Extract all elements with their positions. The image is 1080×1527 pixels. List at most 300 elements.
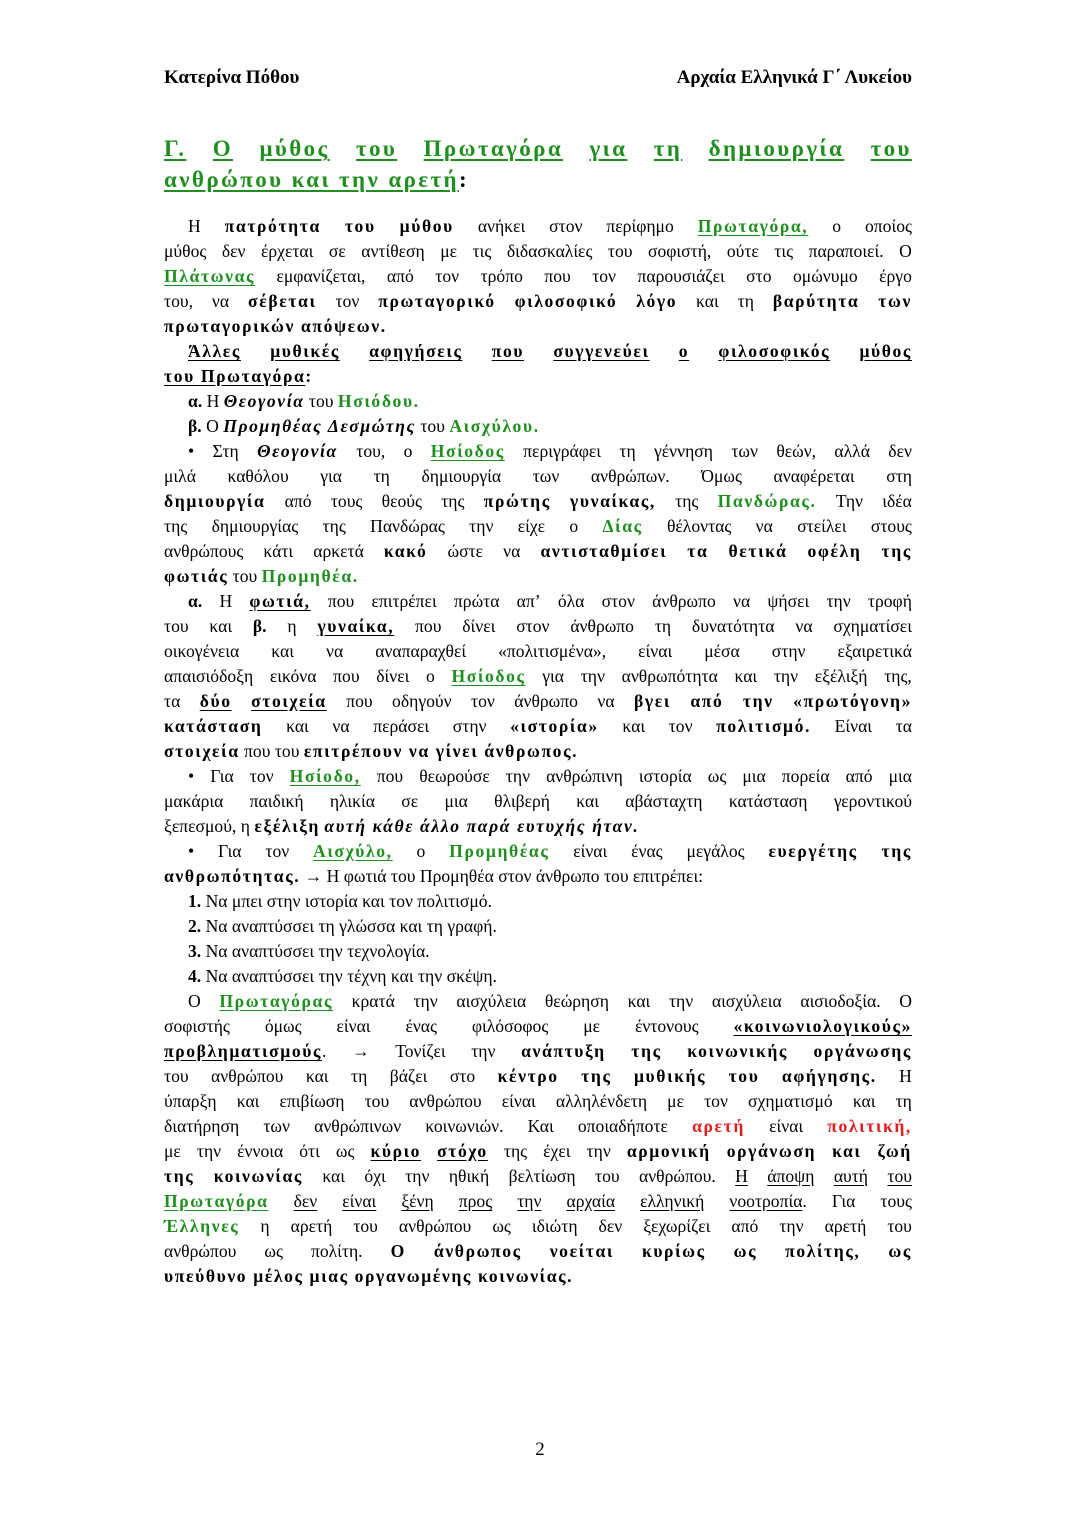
text-run: πατρότητα — [224, 216, 321, 236]
text-run: • — [188, 841, 195, 861]
text-word — [507, 239, 593, 264]
text-line — [164, 914, 912, 939]
text-run: την — [517, 1191, 542, 1211]
text-line — [164, 1264, 912, 1289]
text-run: του — [228, 566, 262, 586]
text-run: είναι — [573, 841, 608, 861]
text-run: : — [305, 366, 312, 386]
text-run: που — [346, 691, 373, 711]
text-run: αισχύλεια — [456, 991, 527, 1011]
document-body — [164, 214, 912, 1289]
text-word — [164, 489, 265, 514]
text-run: Η — [188, 216, 201, 236]
text-line — [164, 889, 912, 914]
text-word — [164, 1014, 230, 1039]
text-run: 4. — [188, 966, 202, 986]
text-word — [514, 689, 578, 714]
text-word — [521, 1039, 606, 1064]
text-word — [543, 1139, 570, 1164]
text-word — [570, 614, 634, 639]
text-run: κάτι — [263, 541, 294, 561]
text-run: • — [188, 441, 195, 461]
text-run: πολίτη. — [310, 1241, 363, 1261]
text-word — [401, 1189, 433, 1214]
text-word — [370, 514, 445, 539]
text-word — [729, 789, 808, 814]
text-run: ένας — [405, 1016, 437, 1036]
text-run: απαισιόδοξη — [164, 666, 254, 686]
text-word — [731, 1214, 758, 1239]
text-word — [880, 1189, 912, 1214]
text-word — [550, 1239, 614, 1264]
text-run: γεροντικού — [833, 791, 912, 811]
text-run: στείλει — [797, 516, 847, 536]
text-run: ανθρωπότητας. — [164, 866, 301, 886]
text-word — [285, 489, 312, 514]
text-line — [164, 289, 912, 314]
text-word — [884, 664, 912, 689]
text-word — [337, 1014, 371, 1039]
text-word — [351, 1064, 367, 1089]
text-run: αισχύλεια — [711, 991, 782, 1011]
text-run: σοφιστή, — [648, 241, 712, 261]
text-run: φιλοσοφικό — [514, 291, 618, 311]
text-run: αφηγήσεις — [369, 341, 463, 361]
text-word — [833, 614, 912, 639]
text-word — [188, 989, 201, 1014]
text-run: κοινωνικής — [687, 1041, 788, 1061]
text-run: της — [164, 1166, 195, 1186]
text-word — [652, 589, 716, 614]
text-run: τον — [435, 266, 460, 286]
text-run: «ιστορία» — [510, 716, 599, 736]
text-run: οικογένεια — [164, 641, 240, 661]
text-run: και — [622, 716, 646, 736]
text-word — [779, 1214, 803, 1239]
text-run: μέσα — [704, 641, 740, 661]
text-word — [727, 1139, 816, 1164]
highlight-name: Ησίοδος — [451, 666, 526, 686]
text-run: είναι — [501, 1091, 536, 1111]
text-word — [756, 514, 773, 539]
text-run: ανάπτυξη — [521, 1041, 606, 1061]
text-run: για — [542, 666, 564, 686]
text-word — [625, 789, 702, 814]
text-word — [322, 1164, 345, 1189]
text-word — [553, 339, 649, 364]
text-word — [276, 264, 365, 289]
text-word — [188, 589, 202, 614]
text-run: στοιχεία — [164, 741, 240, 761]
text-run: είναι — [342, 1191, 377, 1211]
text-word — [250, 789, 304, 814]
text-word — [782, 764, 830, 789]
text-line — [164, 964, 912, 989]
text-run: όλα — [557, 591, 585, 611]
text-run: μύθος — [859, 341, 912, 361]
text-run: κρατά — [351, 991, 395, 1011]
text-word — [237, 1139, 283, 1164]
text-word — [188, 214, 201, 239]
text-run: α. — [188, 391, 203, 411]
text-run: εμφανίζεται, — [276, 266, 366, 286]
text-word — [219, 989, 333, 1014]
text-word — [868, 589, 912, 614]
text-run: είναι — [769, 1116, 804, 1136]
text-word — [540, 539, 667, 564]
text-run: ώστε — [447, 541, 484, 561]
heading-word: Ο — [212, 136, 234, 161]
text-run: του, — [164, 291, 193, 311]
text-word — [280, 1089, 345, 1114]
text-word — [164, 239, 206, 264]
text-word — [838, 639, 912, 664]
text-line — [164, 389, 912, 414]
highlight-name: Αισχύλο, — [313, 841, 393, 861]
text-run: Ο — [899, 991, 912, 1011]
text-run: θεώρηση — [544, 991, 609, 1011]
text-run: ούτε — [726, 241, 759, 261]
text-word — [251, 689, 327, 714]
text-word — [738, 289, 754, 314]
text-run: στο — [746, 266, 772, 286]
text-word — [642, 1239, 706, 1264]
text-word — [353, 1214, 378, 1239]
text-word — [265, 1014, 302, 1039]
text-run: στους — [870, 516, 912, 536]
text-word — [452, 664, 526, 689]
text-word — [502, 1089, 536, 1114]
text-run: να — [755, 516, 773, 536]
text-word — [441, 489, 464, 514]
text-run: ανθρώπου — [164, 1241, 237, 1261]
text-word — [188, 339, 241, 364]
text-run: αρχαία — [566, 1191, 616, 1211]
text-word — [164, 1039, 326, 1064]
text-word — [459, 1189, 492, 1214]
text-run: από — [690, 691, 724, 711]
text-run: οδηγούν — [392, 691, 452, 711]
text-line — [164, 489, 912, 514]
text-word — [188, 839, 194, 864]
text-run: σε — [401, 791, 419, 811]
text-word — [815, 664, 868, 689]
text-word — [686, 839, 744, 864]
text-line — [164, 439, 912, 464]
text-word — [558, 589, 585, 614]
text-word — [263, 539, 293, 564]
text-word — [882, 489, 912, 514]
text-word — [517, 589, 541, 614]
text-word — [570, 489, 656, 514]
text-word — [587, 1139, 611, 1164]
text-run: στον — [549, 216, 583, 236]
text-word — [484, 489, 551, 514]
text-word — [769, 1114, 803, 1139]
header-course: Αρχαία Ελληνικά Γ΄ Λυκείου — [676, 67, 912, 88]
text-word — [330, 789, 375, 814]
text-word — [228, 464, 289, 489]
highlight-name: Πρωταγόρα, — [697, 216, 809, 236]
text-run: 3. — [188, 941, 202, 961]
text-run: ο — [403, 441, 413, 461]
text-word — [405, 1014, 437, 1039]
text-word — [631, 1039, 661, 1064]
text-run: τροφή — [867, 591, 912, 611]
text-run: συγγενεύει — [553, 341, 650, 361]
text-line — [164, 364, 912, 389]
text-word — [768, 839, 857, 864]
text-run: άνθρωπος — [433, 1241, 522, 1261]
text-word — [669, 989, 693, 1014]
text-word — [164, 1114, 239, 1139]
text-run: που — [333, 666, 360, 686]
text-run: η — [287, 616, 297, 636]
text-run: βαρύτητα — [772, 291, 860, 311]
text-word — [444, 789, 467, 814]
text-run: μια — [888, 766, 912, 786]
header-author: Κατερίνα Πόθου — [164, 67, 300, 88]
text-word — [400, 214, 454, 239]
text-word — [878, 1139, 912, 1164]
text-run: β. — [188, 416, 202, 436]
text-run: βγει — [634, 691, 671, 711]
text-word — [419, 764, 490, 789]
text-run: του — [728, 1066, 760, 1086]
text-word — [899, 1064, 912, 1089]
text-run: Για — [210, 766, 234, 786]
text-run: τον — [668, 716, 693, 736]
text-run: που — [491, 341, 525, 361]
text-run: αβάσταχτη — [625, 791, 703, 811]
text-run: κέντρο — [497, 1066, 559, 1086]
text-run: φιλόσοφος — [471, 1016, 549, 1036]
text-run: θετικά — [728, 541, 788, 561]
text-word — [573, 839, 607, 864]
text-word — [716, 714, 811, 739]
text-line — [164, 1014, 912, 1039]
text-run: στον — [516, 616, 550, 636]
text-run: κακό — [383, 541, 428, 561]
text-run: Η — [202, 391, 224, 411]
text-run: οποίος — [865, 216, 912, 236]
text-word — [164, 514, 187, 539]
text-run: δυνατότητα — [691, 616, 775, 636]
text-word — [331, 489, 363, 514]
text-word — [290, 764, 361, 789]
highlight-name: Προμηθέα. — [261, 566, 359, 586]
text-word — [774, 464, 855, 489]
text-word — [896, 1089, 912, 1114]
text-run: αρμονική — [626, 1141, 711, 1161]
text-run: την — [826, 591, 851, 611]
text-run: κυρίως — [641, 1241, 706, 1261]
text-word — [425, 1114, 503, 1139]
text-word — [882, 839, 912, 864]
text-word — [492, 1214, 511, 1239]
text-run: τους — [330, 491, 363, 511]
text-run: τον — [592, 266, 617, 286]
text-word — [518, 514, 545, 539]
text-run: μυθικές — [270, 341, 340, 361]
text-line — [164, 814, 912, 839]
text-word — [878, 289, 912, 314]
text-run: του — [595, 1166, 620, 1186]
text-line — [164, 739, 912, 764]
text-word — [639, 1164, 716, 1189]
text-run: άποψη — [767, 1166, 815, 1186]
text-word — [774, 239, 793, 264]
highlight-name: Ησίοδος — [430, 441, 505, 461]
text-word — [472, 1014, 548, 1039]
text-word — [742, 764, 765, 789]
text-run: με — [440, 241, 458, 261]
text-run: τους — [880, 1191, 912, 1211]
text-run: μύθου — [399, 216, 454, 236]
text-run: περάσει — [373, 716, 430, 736]
text-word — [889, 764, 912, 789]
text-line — [164, 1064, 912, 1089]
text-run: ξεχωρίζει — [643, 1216, 711, 1236]
text-run: που — [544, 266, 571, 286]
heading-word: για — [589, 136, 628, 161]
text-run: την — [773, 666, 799, 686]
text-run: πρώτα — [453, 591, 500, 611]
text-word — [291, 1214, 333, 1239]
text-run: από — [386, 266, 414, 286]
text-run: που — [327, 591, 355, 611]
text-run: τη — [654, 616, 672, 636]
text-word — [795, 614, 812, 639]
text-word — [735, 664, 758, 689]
text-word — [708, 764, 727, 789]
text-word — [859, 339, 912, 364]
text-word — [314, 1114, 401, 1139]
text-word — [492, 339, 524, 364]
text-word — [320, 464, 342, 489]
text-word — [728, 539, 787, 564]
text-word — [364, 1164, 385, 1189]
text-word — [437, 1139, 488, 1164]
text-run: να — [733, 591, 751, 611]
text-word — [887, 1214, 912, 1239]
text-word — [218, 839, 242, 864]
text-word — [197, 1139, 221, 1164]
text-run: άνθρωπο — [514, 691, 578, 711]
text-run: των — [532, 466, 560, 486]
text-word — [164, 289, 193, 314]
text-run: τα — [895, 716, 912, 736]
text-word — [718, 489, 817, 514]
text-word — [597, 689, 614, 714]
text-word — [261, 239, 313, 264]
text-run: θεωρούσε — [419, 766, 490, 786]
text-word — [637, 264, 724, 289]
text-run: «πολιτισμένα», — [498, 641, 607, 661]
text-word — [506, 764, 530, 789]
highlight-name: Προμηθέας — [449, 841, 550, 861]
text-run: την — [469, 516, 494, 536]
text-word — [257, 439, 338, 464]
text-word — [690, 689, 723, 714]
text-run: η — [260, 1216, 270, 1236]
text-run: πρώτης — [483, 491, 551, 511]
text-word — [313, 539, 364, 564]
text-run: αρκετά — [313, 541, 364, 561]
text-line — [164, 1164, 912, 1189]
text-run: την — [471, 1041, 496, 1061]
section-heading — [164, 133, 912, 195]
text-word — [704, 1089, 728, 1114]
text-word — [603, 514, 643, 539]
text-run: της — [881, 841, 912, 861]
highlight-name: Πρωταγόρα — [164, 1191, 269, 1211]
text-run: κοινωνίας — [213, 1166, 303, 1186]
text-run: Τονίζει — [395, 1041, 446, 1061]
text-word — [899, 239, 912, 264]
text-line — [164, 564, 912, 589]
text-word — [888, 439, 912, 464]
text-run: παραποιεί. — [808, 241, 884, 261]
text-word — [731, 439, 758, 464]
text-word — [510, 714, 599, 739]
highlight-name: Αισχύλου. — [449, 416, 540, 436]
text-word — [542, 664, 564, 689]
text-word — [746, 264, 771, 289]
text-line — [164, 264, 912, 289]
text-word — [448, 539, 484, 564]
text-word — [634, 689, 671, 714]
highlight-name: Ησιόδου. — [337, 391, 420, 411]
text-word — [265, 839, 289, 864]
text-word — [773, 289, 859, 314]
text-run: κύριο — [370, 1141, 422, 1161]
text-run: την — [405, 1166, 430, 1186]
text-word — [401, 789, 418, 814]
text-run: των — [731, 441, 758, 461]
text-word — [767, 589, 809, 614]
text-word — [306, 1064, 329, 1089]
text-run: β. — [252, 616, 267, 636]
text-word — [287, 614, 296, 639]
text-line — [164, 714, 912, 739]
text-run: υπεύθυνο μέλος μιας οργανωμένης κοινωνίας. — [164, 1266, 574, 1286]
text-run: παιδική — [249, 791, 304, 811]
text-word — [622, 714, 645, 739]
text-run: από — [845, 766, 873, 786]
highlight-name: Πανδώρας. — [717, 491, 817, 511]
text-run: ανθρώπου. — [639, 1166, 716, 1186]
text-run: με — [583, 1016, 601, 1036]
text-run: είναι — [336, 1016, 371, 1036]
text-word — [696, 289, 719, 314]
text-run: όμως — [264, 1016, 302, 1036]
text-line — [164, 239, 912, 264]
text-word — [636, 289, 677, 314]
text-run: να — [503, 541, 521, 561]
text-word — [648, 239, 711, 264]
text-run: και — [286, 716, 309, 736]
text-word — [415, 614, 441, 639]
text-word — [313, 839, 393, 864]
text-word — [471, 1039, 495, 1064]
text-run: ψήσει — [767, 591, 810, 611]
text-word — [679, 339, 689, 364]
heading-word: Πρωταγόρα — [423, 136, 564, 161]
text-word — [164, 689, 180, 714]
text-run: ανθρώπου — [409, 1091, 482, 1111]
text-word — [390, 1064, 428, 1089]
